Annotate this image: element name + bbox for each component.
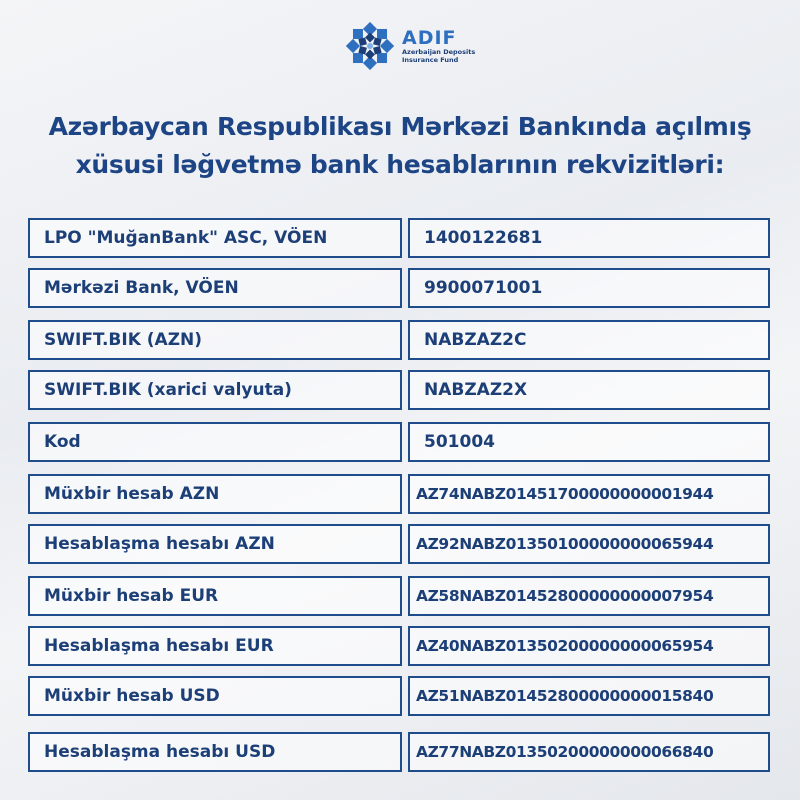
logo-subtitle: Azerbaijan Deposits [402, 48, 476, 56]
row-value: AZ77NABZ01350200000000066840 [408, 732, 770, 772]
table-row [28, 268, 770, 308]
row-label: LPO "MuğanBank" ASC, VÖEN [28, 218, 402, 258]
row-value: AZ74NABZ01451700000000001944 [408, 474, 770, 514]
row-label: Müxbir hesab EUR [28, 576, 402, 616]
row-label: SWIFT.BIK (AZN) [28, 320, 402, 360]
adif-logo-mark-icon [346, 22, 394, 70]
logo-subtitle: Insurance Fund [402, 56, 459, 64]
table-row [28, 626, 770, 666]
title-line: Azərbaycan Respublikası Mərkəzi Bankında açılmış [48, 112, 752, 141]
row-label: Müxbir hesab USD [28, 676, 402, 716]
row-label: Kod [28, 422, 402, 462]
row-label: Hesablaşma hesabı AZN [28, 524, 402, 564]
row-value: AZ51NABZ01452800000000015840 [408, 676, 770, 716]
table-row [28, 370, 770, 410]
table-row [28, 524, 770, 564]
adif-logo [346, 22, 475, 70]
row-label: Hesablaşma hesabı USD [28, 732, 402, 772]
table-row [28, 474, 770, 514]
table-row [28, 576, 770, 616]
table-row [28, 422, 770, 462]
row-value: 9900071001 [408, 268, 770, 308]
row-value: NABZAZ2C [408, 320, 770, 360]
row-label: Hesablaşma hesabı EUR [28, 626, 402, 666]
table-row [28, 676, 770, 716]
row-label: SWIFT.BIK (xarici valyuta) [28, 370, 402, 410]
table-row [28, 218, 770, 258]
row-value: AZ92NABZ01350100000000065944 [408, 524, 770, 564]
page-title [0, 108, 800, 184]
row-value: AZ40NABZ01350200000000065954 [408, 626, 770, 666]
row-value: 501004 [408, 422, 770, 462]
row-label: Mərkəzi Bank, VÖEN [28, 268, 402, 308]
row-value: AZ58NABZ01452800000000007954 [408, 576, 770, 616]
row-value: NABZAZ2X [408, 370, 770, 410]
table-row [28, 320, 770, 360]
logo-name: ADIF [402, 27, 457, 49]
row-label: Müxbir hesab AZN [28, 474, 402, 514]
row-value: 1400122681 [408, 218, 770, 258]
table-row [28, 732, 770, 772]
title-line: xüsusi ləğvetmə bank hesablarının rekvizitləri: [75, 150, 725, 179]
